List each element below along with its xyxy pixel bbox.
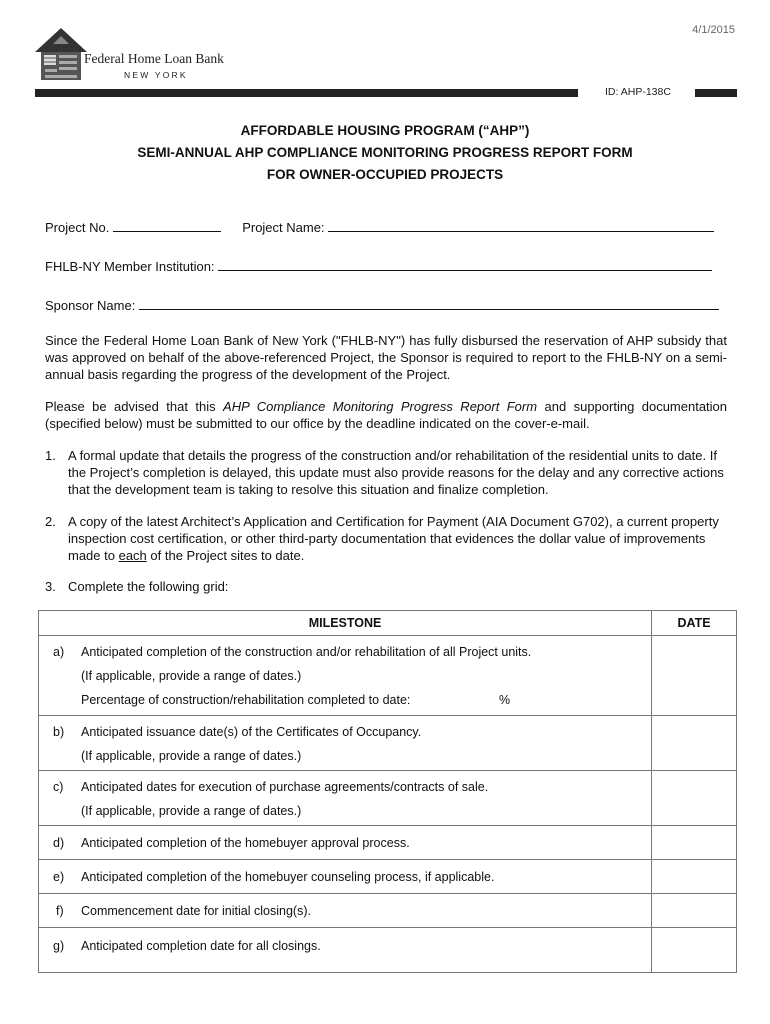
list-item xyxy=(45,513,727,564)
milestone-letter: e) xyxy=(53,869,65,884)
milestone-letter: d) xyxy=(53,835,65,850)
date-header: DATE xyxy=(652,611,737,636)
table-row xyxy=(39,636,737,716)
list-item-underlined: each xyxy=(118,548,147,563)
milestone-letter: a) xyxy=(53,645,65,659)
date-cell[interactable] xyxy=(652,860,737,894)
advised-text-pre: Please be advised that this xyxy=(45,399,224,414)
title-line-2: SEMI-ANNUAL AHP COMPLIANCE MONITORING PROGRESS REPORT FORM xyxy=(137,145,633,160)
table-row xyxy=(39,894,737,928)
milestone-text: Anticipated completion of the homebuyer counseling process, if applicable. xyxy=(81,869,495,884)
table-row xyxy=(39,928,737,973)
list-item-text-post: of the Project sites to date. xyxy=(146,548,305,563)
bank-name: Federal Home Loan Bank xyxy=(84,51,224,66)
milestone-text: Anticipated completion date for all closings. xyxy=(81,939,321,953)
milestone-text: Anticipated dates for execution of purchase agreements/contracts of sale. xyxy=(81,780,489,794)
milestone-cell xyxy=(39,716,652,771)
advised-paragraph xyxy=(45,398,727,432)
table-row xyxy=(39,860,737,894)
milestone-text: (If applicable, provide a range of dates.) xyxy=(81,749,302,763)
title-line-3: FOR OWNER-OCCUPIED PROJECTS xyxy=(266,167,504,182)
project-name-field[interactable] xyxy=(328,219,714,232)
date-cell[interactable] xyxy=(652,928,737,973)
sponsor-name-field[interactable] xyxy=(139,297,719,310)
milestone-cell xyxy=(39,771,652,826)
date-cell[interactable] xyxy=(652,771,737,826)
milestone-cell xyxy=(39,894,652,928)
milestone-text: (If applicable, provide a range of dates.) xyxy=(81,669,302,683)
milestone-cell xyxy=(39,928,652,973)
member-row xyxy=(45,258,712,274)
milestone-text: Commencement date for initial closing(s). xyxy=(81,903,311,918)
milestone-grid xyxy=(38,610,737,973)
milestone-cell xyxy=(39,860,652,894)
list-item-text-pre: A copy of the latest Architect’s Application and Certification for Payment (AIA Document G702), a current property inspection cost certification, or other third-party documentation that evidences the dollar value of improvements made to xyxy=(68,514,719,563)
project-no-label: Project No. xyxy=(45,220,110,235)
table-row xyxy=(39,826,737,860)
form-id: ID: AHP-138C xyxy=(605,86,671,98)
milestone-letter: b) xyxy=(53,725,65,739)
project-name-label: Project Name: xyxy=(242,220,325,235)
advised-text-post: and supporting documentation (specified below) must be submitted to our office by the deadline indicated on the cover-e-mail. xyxy=(45,399,728,431)
table-row xyxy=(39,771,737,826)
list-number: 2. xyxy=(45,514,56,529)
milestone-text: (If applicable, provide a range of dates.) xyxy=(81,804,302,818)
percent-sign: % xyxy=(499,693,511,707)
title-line-1: AFFORDABLE HOUSING PROGRAM (“AHP”) xyxy=(240,123,530,138)
table-row xyxy=(39,716,737,771)
list-item xyxy=(45,578,727,595)
milestone-cell xyxy=(39,636,652,716)
date-cell[interactable] xyxy=(652,636,737,716)
sponsor-row xyxy=(45,297,719,313)
header-rule xyxy=(35,88,737,98)
list-item xyxy=(45,447,727,498)
date-cell[interactable] xyxy=(652,716,737,771)
milestone-text: Percentage of construction/rehabilitation completed to date: xyxy=(81,693,411,707)
member-institution-label: FHLB-NY Member Institution: xyxy=(45,259,215,274)
milestone-letter: f) xyxy=(56,903,64,918)
list-number: 3. xyxy=(45,579,56,594)
intro-paragraph: Since the Federal Home Loan Bank of New York ("FHLB-NY") has fully disbursed the reservation of AHP subsidy that was approved on behalf of the above-referenced Project, the Sponsor is required to report to the FHLB-NY on a semi-annual basis regarding the progress of the development of the Project. xyxy=(45,333,727,382)
milestone-header: MILESTONE xyxy=(39,611,652,636)
member-institution-field[interactable] xyxy=(218,258,712,271)
bank-city: NEW YORK xyxy=(124,70,188,80)
sponsor-name-label: Sponsor Name: xyxy=(45,298,136,313)
list-item-text: A formal update that details the progress of the construction and/or rehabilitation of the residential units to date. If the Project’s completion is delayed, this update must also provide reasons for the delay and any corrective actions that the development team is taking to resolve this situation and finalize completion. xyxy=(68,448,724,497)
milestone-text: Anticipated completion of the construction and/or rehabilitation of all Project units. xyxy=(81,645,532,659)
milestone-letter: g) xyxy=(53,939,65,953)
advised-form-name: AHP Compliance Monitoring Progress Report Form xyxy=(223,399,538,414)
date-cell[interactable] xyxy=(652,894,737,928)
milestone-text: Anticipated completion of the homebuyer approval process. xyxy=(81,835,410,850)
project-no-field[interactable] xyxy=(113,219,221,232)
list-item-text xyxy=(68,513,727,564)
list-item-text: Complete the following grid: xyxy=(68,579,229,594)
milestone-text: Anticipated issuance date(s) of the Certificates of Occupancy. xyxy=(81,725,422,739)
project-row xyxy=(45,219,727,235)
list-number: 1. xyxy=(45,448,56,463)
milestone-letter: c) xyxy=(53,780,64,794)
milestone-cell xyxy=(39,826,652,860)
date-cell[interactable] xyxy=(652,826,737,860)
form-date: 4/1/2015 xyxy=(692,24,735,36)
